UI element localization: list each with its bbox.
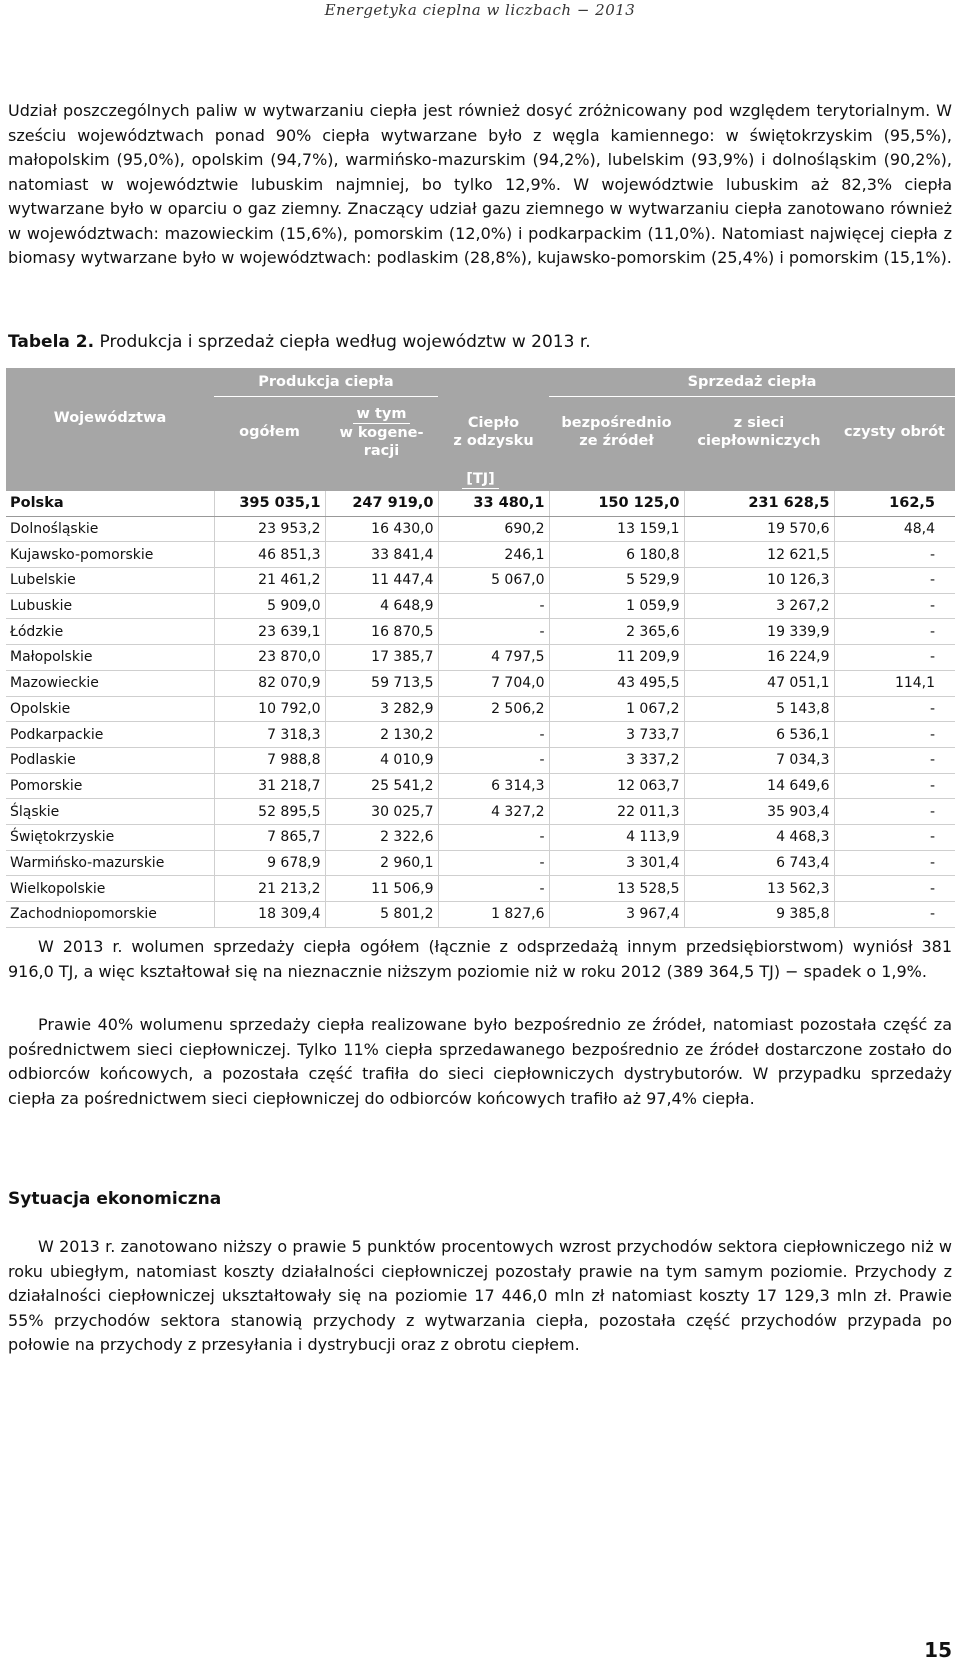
value-cell: 19 339,9 xyxy=(684,619,834,645)
value-cell: 10 792,0 xyxy=(214,696,325,722)
header-wojewodztwa: Województwa xyxy=(6,368,214,467)
value-cell: 4 327,2 xyxy=(438,799,549,825)
value-cell: - xyxy=(834,773,955,799)
value-cell: 2 960,1 xyxy=(325,850,438,876)
value-cell: 3 282,9 xyxy=(325,696,438,722)
value-cell: - xyxy=(438,824,549,850)
value-cell: 12 621,5 xyxy=(684,542,834,568)
value-cell: 46 851,3 xyxy=(214,542,325,568)
header-empty-top xyxy=(438,368,549,397)
table-caption-text: Produkcja i sprzedaż ciepła według województw w 2013 r. xyxy=(99,332,591,352)
value-cell: 3 301,4 xyxy=(549,850,684,876)
value-cell: 4 113,9 xyxy=(549,824,684,850)
value-cell: 59 713,5 xyxy=(325,670,438,696)
heat-production-table xyxy=(6,368,955,928)
header-z-odzysku-line2: z odzysku xyxy=(453,432,534,449)
economic-paragraph: W 2013 r. zanotowano niższy o prawie 5 punktów procentowych wzrost przychodów sektora ciepłowniczego niż w roku ubiegłym, natomiast koszty działalności ciepłowniczej pozostały prawie na tym samym poziomie. Przychody z działalności ciepłowniczej ukształtowały się na poziomie 17 446,0 mln zł natomiast koszty 17 129,3 mln zł. Prawie 55% przychodów sektora stanowią przychody z wytwarzania ciepła, pozostała część przychodów przypada po połowie na przychody z przesyłania i dystrybucji oraz z obrotu ciepłem. xyxy=(8,1237,952,1354)
table-row xyxy=(6,645,955,671)
region-name-cell: Kujawsko-pomorskie xyxy=(6,542,214,568)
value-cell: 11 209,9 xyxy=(549,645,684,671)
header-bezposrednio-line1: bezpośrednio xyxy=(561,415,672,431)
value-cell: 48,4 xyxy=(834,516,955,542)
table-row xyxy=(6,722,955,748)
value-cell: - xyxy=(438,747,549,773)
header-z-odzysku xyxy=(438,397,549,468)
region-name-cell: Łódzkie xyxy=(6,619,214,645)
value-cell: 33 480,1 xyxy=(438,491,549,516)
table-row xyxy=(6,876,955,902)
value-cell: 690,2 xyxy=(438,516,549,542)
value-cell: 82 070,9 xyxy=(214,670,325,696)
value-cell: 246,1 xyxy=(438,542,549,568)
value-cell: 11 447,4 xyxy=(325,568,438,594)
value-cell: 7 988,8 xyxy=(214,747,325,773)
value-cell: 9 385,8 xyxy=(684,902,834,928)
sales-paragraph-2: Prawie 40% wolumenu sprzedaży ciepła realizowane było bezpośrednio ze źródeł, natomiast pozostała część za pośrednictwem sieci ciepłowniczej. Tylko 11% ciepła sprzedawanego bezpośrednio ze źródeł dostarczone zostało do odbiorców końcowych, a pozostała część trafiła do sieci ciepłowniczych dystrybutorów. W przypadku sprzedaży ciepła za pośrednictwem sieci ciepłowniczej do odbiorców końcowych trafiło aż 97,4% ciepła. xyxy=(8,1015,952,1108)
value-cell: 18 309,4 xyxy=(214,902,325,928)
value-cell: - xyxy=(438,593,549,619)
value-cell: 11 506,9 xyxy=(325,876,438,902)
header-ogolem: ogółem xyxy=(214,397,325,468)
value-cell: 2 506,2 xyxy=(438,696,549,722)
value-cell: 4 797,5 xyxy=(438,645,549,671)
value-cell: 52 895,5 xyxy=(214,799,325,825)
region-name-cell: Lubelskie xyxy=(6,568,214,594)
value-cell: 16 430,0 xyxy=(325,516,438,542)
table-row xyxy=(6,799,955,825)
value-cell: 3 337,2 xyxy=(549,747,684,773)
value-cell: 5 143,8 xyxy=(684,696,834,722)
value-cell: 19 570,6 xyxy=(684,516,834,542)
value-cell: 10 126,3 xyxy=(684,568,834,594)
value-cell: - xyxy=(834,747,955,773)
value-cell: 6 536,1 xyxy=(684,722,834,748)
section-title: Sytuacja ekonomiczna xyxy=(8,1189,222,1209)
region-name-cell: Małopolskie xyxy=(6,645,214,671)
value-cell: 5 801,2 xyxy=(325,902,438,928)
value-cell: 31 218,7 xyxy=(214,773,325,799)
value-cell: 2 365,6 xyxy=(549,619,684,645)
header-czysty-obrot: czysty obrót xyxy=(834,397,955,468)
value-cell: 13 562,3 xyxy=(684,876,834,902)
value-cell: 30 025,7 xyxy=(325,799,438,825)
table-row xyxy=(6,824,955,850)
table-row xyxy=(6,593,955,619)
header-z-sieci-line1: z sieci xyxy=(733,415,785,431)
value-cell: 3 733,7 xyxy=(549,722,684,748)
value-cell: 16 870,5 xyxy=(325,619,438,645)
region-name-cell: Dolnośląskie xyxy=(6,516,214,542)
page-number: 15 xyxy=(924,1638,952,1662)
value-cell: 5 529,9 xyxy=(549,568,684,594)
table-caption xyxy=(8,330,591,354)
value-cell: - xyxy=(834,850,955,876)
value-cell: 9 678,9 xyxy=(214,850,325,876)
header-bezposrednio xyxy=(549,397,684,468)
header-z-sieci-line2: ciepłowniczych xyxy=(697,433,821,449)
value-cell: 2 130,2 xyxy=(325,722,438,748)
value-cell: 247 919,0 xyxy=(325,491,438,516)
value-cell: - xyxy=(438,876,549,902)
value-cell: 17 385,7 xyxy=(325,645,438,671)
value-cell: 21 213,2 xyxy=(214,876,325,902)
header-unit-label: [TJ] xyxy=(462,470,499,489)
value-cell: - xyxy=(438,722,549,748)
region-name-cell: Lubuskie xyxy=(6,593,214,619)
table-row xyxy=(6,850,955,876)
table-row xyxy=(6,516,955,542)
value-cell: - xyxy=(834,876,955,902)
region-name-cell: Opolskie xyxy=(6,696,214,722)
value-cell: 1 067,2 xyxy=(549,696,684,722)
header-w-kogeneracji-line1: w kogene- xyxy=(339,424,424,441)
table-row xyxy=(6,747,955,773)
value-cell: 6 180,8 xyxy=(549,542,684,568)
value-cell: - xyxy=(834,824,955,850)
table-row xyxy=(6,696,955,722)
value-cell: - xyxy=(834,619,955,645)
table-row xyxy=(6,542,955,568)
value-cell: 47 051,1 xyxy=(684,670,834,696)
table-row xyxy=(6,670,955,696)
value-cell: 7 865,7 xyxy=(214,824,325,850)
value-cell: 5 909,0 xyxy=(214,593,325,619)
value-cell: 7 034,3 xyxy=(684,747,834,773)
region-name-cell: Zachodniopomorskie xyxy=(6,902,214,928)
value-cell: 22 011,3 xyxy=(549,799,684,825)
header-z-odzysku-line1: Ciepło xyxy=(467,414,520,431)
value-cell: - xyxy=(834,542,955,568)
header-sprzedaz xyxy=(549,368,955,397)
value-cell: - xyxy=(438,850,549,876)
value-cell: 13 159,1 xyxy=(549,516,684,542)
value-cell: 162,5 xyxy=(834,491,955,516)
table-total-row xyxy=(6,491,955,516)
region-name-cell: Podlaskie xyxy=(6,747,214,773)
region-name-cell: Warmińsko-mazurskie xyxy=(6,850,214,876)
table-row xyxy=(6,568,955,594)
header-w-kogeneracji xyxy=(325,397,438,468)
value-cell: 25 541,2 xyxy=(325,773,438,799)
table-row xyxy=(6,902,955,928)
header-unit xyxy=(6,467,955,491)
value-cell: - xyxy=(834,593,955,619)
value-cell: 6 743,4 xyxy=(684,850,834,876)
value-cell: 3 967,4 xyxy=(549,902,684,928)
header-bezposrednio-line2: ze źródeł xyxy=(579,433,654,449)
table-caption-label: Tabela 2. xyxy=(8,332,95,352)
value-cell: 2 322,6 xyxy=(325,824,438,850)
value-cell: 7 704,0 xyxy=(438,670,549,696)
value-cell: 33 841,4 xyxy=(325,542,438,568)
page-header: Energetyka cieplna w liczbach − 2013 xyxy=(324,1,636,19)
table-row xyxy=(6,773,955,799)
intro-paragraph: Udział poszczególnych paliw w wytwarzaniu ciepła jest również dosyć zróżnicowany pod względem terytorialnym. W sześciu województwach ponad 90% ciepła wytwarzane było z węgla kamiennego: w świętokrzyskim (95,5%), małopolskim (95,0%), opolskim (94,7%), warmińsko-mazurskim (94,2%), lubelskim (93,9%) i dolnośląskim (90,2%), natomiast w województwie lubuskim najmniej, bo tylko 12,9%. W województwie lubuskim aż 82,3% ciepła wytwarzane było w oparciu o gaz ziemny. Znaczący udział gazu ziemnego w wytwarzaniu ciepła zanotowano również w województwach: mazowieckim (15,6%), pomorskim (12,0%) i podkarpackim (11,0%). Natomiast najwięcej ciepła z biomasy wytwarzane było w województwach: podlaskim (28,8%), kujawsko-pomorskim (25,4%) i pomorskim (15,1%). xyxy=(8,101,952,267)
value-cell: - xyxy=(834,722,955,748)
region-name-cell: Śląskie xyxy=(6,799,214,825)
value-cell: 23 953,2 xyxy=(214,516,325,542)
value-cell: 21 461,2 xyxy=(214,568,325,594)
value-cell: 4 468,3 xyxy=(684,824,834,850)
value-cell: - xyxy=(834,799,955,825)
value-cell: 14 649,6 xyxy=(684,773,834,799)
value-cell: 1 827,6 xyxy=(438,902,549,928)
value-cell: 35 903,4 xyxy=(684,799,834,825)
region-name-cell: Wielkopolskie xyxy=(6,876,214,902)
value-cell: - xyxy=(834,696,955,722)
region-name-cell: Polska xyxy=(6,491,214,516)
value-cell: 114,1 xyxy=(834,670,955,696)
value-cell: 4 648,9 xyxy=(325,593,438,619)
value-cell: 395 035,1 xyxy=(214,491,325,516)
value-cell: - xyxy=(834,568,955,594)
value-cell: 4 010,9 xyxy=(325,747,438,773)
value-cell: 5 067,0 xyxy=(438,568,549,594)
value-cell: 23 870,0 xyxy=(214,645,325,671)
sales-paragraph-1: W 2013 r. wolumen sprzedaży ciepła ogółem (łącznie z odsprzedażą innym przedsiębiorstwom) wyniósł 381 916,0 TJ, a więc kształtował się na nieznacznie niższym poziomie niż w roku 2012 (389 364,5 TJ) − spadek o 1,9%. xyxy=(8,937,952,981)
value-cell: - xyxy=(834,645,955,671)
region-name-cell: Świętokrzyskie xyxy=(6,824,214,850)
header-z-sieci xyxy=(684,397,834,468)
value-cell: 43 495,5 xyxy=(549,670,684,696)
region-name-cell: Pomorskie xyxy=(6,773,214,799)
value-cell: - xyxy=(438,619,549,645)
value-cell: 13 528,5 xyxy=(549,876,684,902)
value-cell: 16 224,9 xyxy=(684,645,834,671)
value-cell: 150 125,0 xyxy=(549,491,684,516)
table-row xyxy=(6,619,955,645)
region-name-cell: Mazowieckie xyxy=(6,670,214,696)
value-cell: 7 318,3 xyxy=(214,722,325,748)
value-cell: 231 628,5 xyxy=(684,491,834,516)
header-w-kogeneracji-line2: racji xyxy=(363,442,400,459)
value-cell: 3 267,2 xyxy=(684,593,834,619)
header-produkcja-label: Produkcja ciepła xyxy=(258,374,394,390)
value-cell: 6 314,3 xyxy=(438,773,549,799)
region-name-cell: Podkarpackie xyxy=(6,722,214,748)
header-sprzedaz-label: Sprzedaż ciepła xyxy=(687,374,817,390)
value-cell: - xyxy=(834,902,955,928)
value-cell: 1 059,9 xyxy=(549,593,684,619)
value-cell: 23 639,1 xyxy=(214,619,325,645)
header-produkcja xyxy=(214,368,438,397)
header-w-tym: w tym xyxy=(353,405,411,424)
value-cell: 12 063,7 xyxy=(549,773,684,799)
